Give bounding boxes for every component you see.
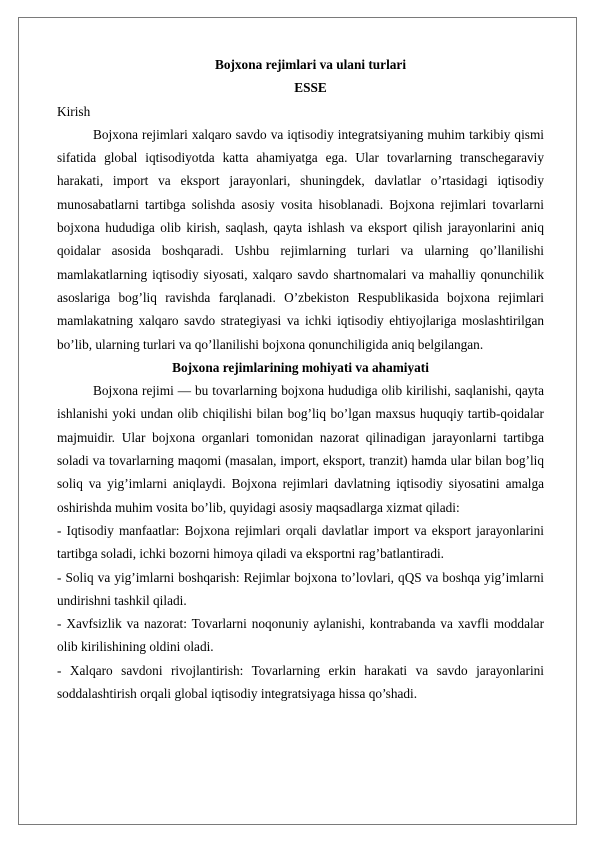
document-title: Bojxona rejimlari va ulani turlari xyxy=(214,57,407,72)
section-heading: Bojxona rejimlarining mohiyati va ahamiyati xyxy=(172,359,429,375)
list-item: - Xalqaro savdoni rivojlantirish: Tovarlarning erkin harakati va savdo jarayonlarini soddalashtirish orqali global iqtisodiy integratsiyaga hissa qo’shadi. xyxy=(57,662,544,702)
intro-heading: Kirish xyxy=(57,103,91,119)
document-body xyxy=(57,53,544,705)
list-item: - Xavfsizlik va nazorat: Tovarlarni noqonuniy aylanishi, kontrabanda va xavfli moddalar olib kirilishining oldini oladi. xyxy=(57,616,544,655)
document-subtitle: ESSE xyxy=(294,80,327,96)
list-item: - Soliq va yig’imlarni boshqarish: Rejimlar bojxona to’lovlari, qQS va boshqa yig’imlarni undirishni tashkil qiladi. xyxy=(57,569,544,608)
section-paragraph: Bojxona rejimi — bu tovarlarning bojxona hududiga olib kirilishi, saqlanishi, qayta ishlanishi yoki undan olib chiqilishi bilan bog’liq bo’lgan maxsus huquqiy tartib-qoidalar majmuidir. Ular bojxona organlari tomonidan nazorat qilinadigan jarayonlarni tartibga soladi va tovarlarning maqomi (masalan, import, eksport, tranzit) hamda ular bilan bog’liq soliq va yig’imlarni aniqlaydi. Bojxona rejimlari davlatning iqtisodiy siyosatini amalga oshirishda muhim vosita bo’lib, quyidagi asosiy maqsadlarga xizmat qiladi: xyxy=(57,383,544,515)
list-item: - Iqtisodiy manfaatlar: Bojxona rejimlari orqali davlatlar import va eksport jarayonlarini tartibga soladi, ichki bozorni himoya qiladi va eksportni rag’batlantiradi. xyxy=(57,522,544,562)
intro-paragraph: Bojxona rejimlari xalqaro savdo va iqtisodiy integratsiyaning muhim tarkibiy qismi sifatida global iqtisodiyotda katta ahamiyatga ega. Ular tovarlarning transchegaraviy harakati, import va eksport jarayonlari, shuningdek, davlatlar o’rtasidagi iqtisodiy munosabatlarni tartibga solishda asosiy vosita hisoblanadi. Bojxona rejimlari tovarlarni bojxona hududiga olib kirish, saqlash, qayta ishlash va eksport qilish jarayonlarini aniq qoidalar asosida boshqaradi. Ushbu rejimlarning turlari va ularning qo’llanilishi mamlakatlarning iqtisodiy siyosati, xalqaro savdo shartnomalari va mahalliy qonunchilik asoslariga bog’liq ravishda farqlanadi. O’zbekiston Respublikasida bojxona rejimlari mamlakatning xalqaro savdo strategiyasi va ichki iqtisodiy ehtiyojlariga moslashtirilgan bo’lib, ularning turlari va qo’llanilishi bojxona qonunchiligida aniq belgilangan. xyxy=(57,126,544,352)
